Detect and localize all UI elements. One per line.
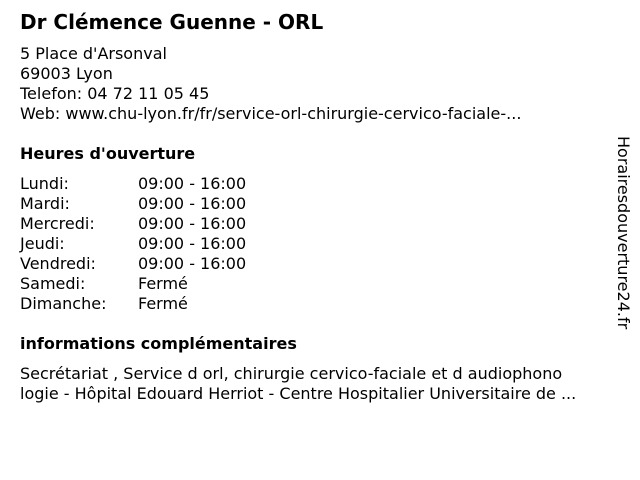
time-value: 09:00 - 16:00 (138, 194, 247, 213)
info-line: logie - Hôpital Edouard Herriot - Centre Hospitalier Universitaire de ... (20, 384, 577, 403)
day-label: Lundi: (20, 174, 69, 193)
address-city: 69003 Lyon (20, 64, 113, 83)
day-label: Dimanche: (20, 294, 107, 313)
business-card (20, 10, 605, 404)
day-label: Vendredi: (20, 254, 96, 273)
hours-row-tuesday (20, 194, 605, 214)
time-value: 09:00 - 16:00 (138, 254, 247, 273)
time-value: 09:00 - 16:00 (138, 234, 247, 253)
address-street: 5 Place d'Arsonval (20, 44, 167, 63)
business-name: Dr Clémence Guenne - ORL (20, 10, 324, 34)
time-value: 09:00 - 16:00 (138, 214, 247, 233)
hours-table (20, 174, 605, 314)
info-text (20, 364, 630, 404)
info-line: Secrétariat , Service d orl, chirurgie cervico-faciale et d audiophono (20, 364, 563, 383)
hours-heading: Heures d'ouverture (20, 144, 196, 163)
day-label: Samedi: (20, 274, 86, 293)
time-value: Fermé (138, 294, 188, 313)
info-heading: informations complémentaires (20, 334, 297, 353)
day-label: Mercredi: (20, 214, 95, 233)
time-value: 09:00 - 16:00 (138, 174, 247, 193)
site-watermark: Horairesdouverture24.fr (614, 136, 633, 330)
hours-row-friday (20, 254, 605, 274)
website-link[interactable]: Web: www.chu-lyon.fr/fr/service-orl-chirurgie-cervico-faciale-... (20, 104, 522, 123)
time-value: Fermé (138, 274, 188, 293)
hours-row-monday (20, 174, 605, 194)
hours-row-thursday (20, 234, 605, 254)
hours-row-wednesday (20, 214, 605, 234)
day-label: Jeudi: (20, 234, 65, 253)
hours-row-sunday (20, 294, 605, 314)
day-label: Mardi: (20, 194, 70, 213)
phone-number[interactable]: Telefon: 04 72 11 05 45 (20, 84, 210, 103)
hours-row-saturday (20, 274, 605, 294)
